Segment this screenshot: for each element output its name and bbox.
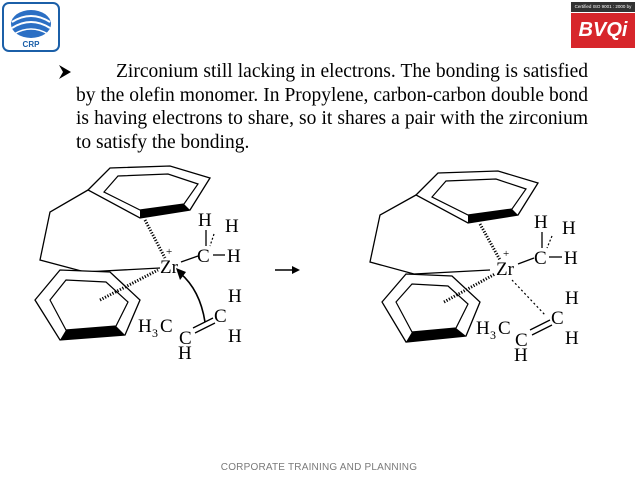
right-h3c-h: H xyxy=(476,318,490,339)
electron-push-arrow xyxy=(180,273,205,322)
right-methyl-c: C xyxy=(534,248,547,269)
left-h-top: H xyxy=(198,210,212,231)
right-h-topright: H xyxy=(562,218,576,239)
left-h-right: H xyxy=(227,246,241,267)
brand-logo-text: BVQi xyxy=(571,13,635,48)
right-h3c-c: C xyxy=(498,318,511,339)
right-c1-h: H xyxy=(514,345,528,366)
left-h3c-h: H xyxy=(138,316,152,337)
left-h-topright: H xyxy=(225,216,239,237)
left-zr-label: Zr xyxy=(160,257,178,278)
right-zr-label: Zr xyxy=(496,259,514,280)
body-paragraph xyxy=(76,60,588,154)
right-c2-h-bottom: H xyxy=(565,328,579,349)
left-c2-h-bottom: H xyxy=(228,326,242,347)
arrow-bullet-icon xyxy=(56,60,76,80)
left-c2: C xyxy=(214,306,227,327)
left-h3c-3: 3 xyxy=(152,326,158,340)
left-c1: C xyxy=(179,328,192,349)
footer-text: CORPORATE TRAINING AND PLANNING xyxy=(220,462,418,473)
right-h3c-3: 3 xyxy=(490,328,496,342)
paragraph-text: Zirconium still lacking in electrons. The bonding is satisfied by the olefin monomer. In Propylene, carbon-carbon double bond is having electrons to share, so it shares a pair with the zirconium to satisfy the bonding. xyxy=(76,61,588,153)
left-h3c-c: C xyxy=(160,316,173,337)
left-c1-h: H xyxy=(178,343,192,364)
right-c1: C xyxy=(515,330,528,351)
right-c2-h-top: H xyxy=(565,288,579,309)
left-methyl-c: C xyxy=(197,246,210,267)
right-logo xyxy=(571,2,635,48)
certification-text: Certified ISO 9001 : 2000 by xyxy=(571,2,635,12)
right-structure xyxy=(370,171,579,366)
left-structure xyxy=(35,166,242,364)
left-logo-text: CRP xyxy=(22,40,40,49)
right-arrow-icon xyxy=(275,266,300,274)
left-plus-label: + xyxy=(166,246,173,258)
right-h-top: H xyxy=(534,212,548,233)
left-c2-h-top: H xyxy=(228,286,242,307)
right-c2: C xyxy=(551,308,564,329)
reaction-diagram xyxy=(0,160,638,375)
right-plus-label: + xyxy=(503,248,510,260)
right-h-right: H xyxy=(564,248,578,269)
left-logo xyxy=(2,2,60,52)
